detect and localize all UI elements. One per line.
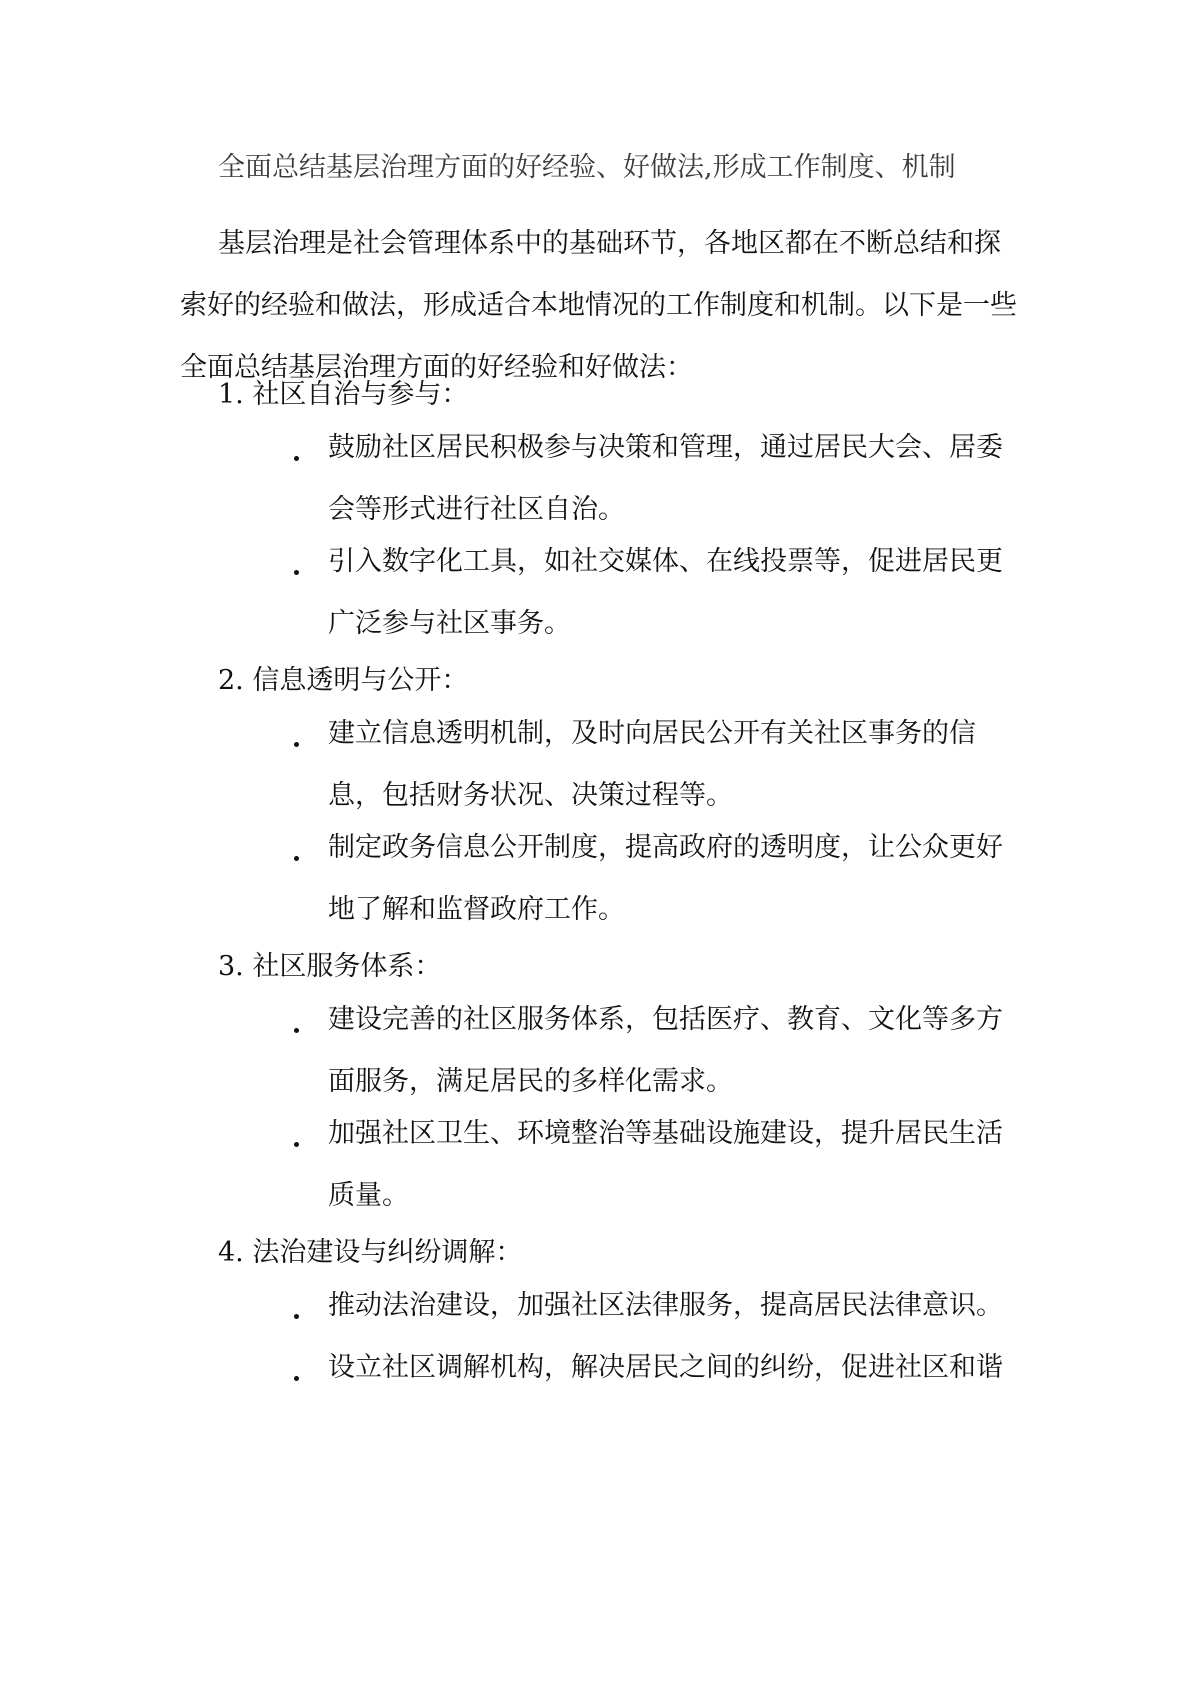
bullet-dot-icon <box>292 1288 310 1324</box>
bullet-text: 建立信息透明机制，及时向居民公开有关社区事务的信息，包括财务状况、决策过程等。 <box>328 718 976 811</box>
bullet-text: 建设完善的社区服务体系，包括医疗、教育、文化等多方面服务，满足居民的多样化需求。 <box>328 1004 1003 1097</box>
section-heading-2: 2. 信息透明与公开： <box>218 665 469 696</box>
bullet-dot-icon <box>292 830 310 866</box>
bullet-dot-icon <box>292 430 310 466</box>
bullet-text: 设立社区调解机构，解决居民之间的纠纷，促进社区和谐 <box>328 1352 1003 1383</box>
bullet-dot-icon <box>292 1002 310 1038</box>
bullet-text: 制定政务信息公开制度，提高政府的透明度，让公众更好地了解和监督政府工作。 <box>328 832 1003 925</box>
section-heading-1: 1. 社区自治与参与： <box>218 379 469 410</box>
bullet-text: 推动法治建设，加强社区法律服务，提高居民法律意识。 <box>328 1290 1003 1321</box>
document-title: 全面总结基层治理方面的好经验、好做法,形成工作制度、机制 <box>218 152 956 183</box>
intro-paragraph: 基层治理是社会管理体系中的基础环节，各地区都在不断总结和探索好的经验和做法，形成适合本地情况的工作制度和机制。以下是一些全面总结基层治理方面的好经验和好做法： <box>180 228 1017 383</box>
bullet-text: 引入数字化工具，如社交媒体、在线投票等，促进居民更广泛参与社区事务。 <box>328 546 1003 639</box>
bullet-dot-icon <box>292 1116 310 1152</box>
bullet-dot-icon <box>292 1350 310 1386</box>
section-heading-3: 3. 社区服务体系： <box>218 951 442 982</box>
section-heading-4: 4. 法治建设与纠纷调解： <box>218 1237 523 1268</box>
bullet-text: 加强社区卫生、环境整治等基础设施建设，提升居民生活质量。 <box>328 1118 1003 1211</box>
bullet-dot-icon <box>292 544 310 580</box>
bullet-dot-icon <box>292 716 310 752</box>
bullet-text: 鼓励社区居民积极参与决策和管理，通过居民大会、居委会等形式进行社区自治。 <box>328 432 1003 525</box>
